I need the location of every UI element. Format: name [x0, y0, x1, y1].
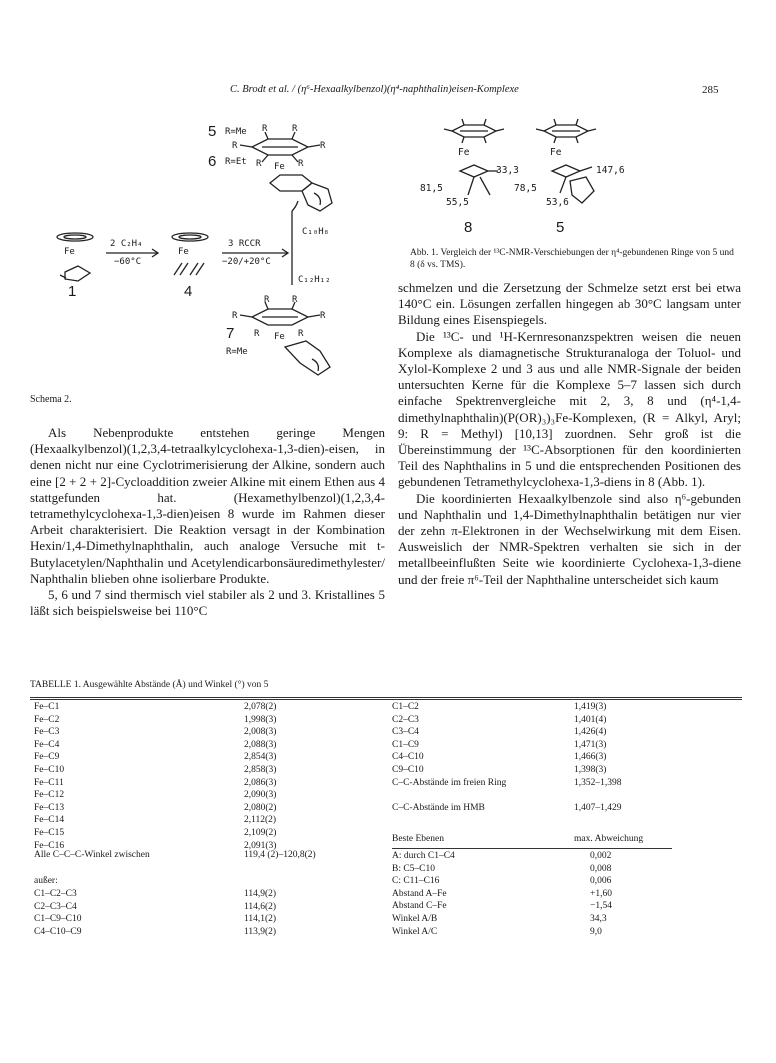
figure-1-caption: Abb. 1. Vergleich der ¹³C-NMR-Verschiebungen der η⁴-gebundenen Ringe von 5 und 8 (δ vs. TMS). [410, 248, 734, 270]
fe-label: Fe [274, 162, 285, 172]
table-cell-label: Fe–C14 [34, 815, 65, 826]
table-cell-label: C–C-Abstände im freien Ring [392, 777, 507, 788]
compound-5-label: 5 [208, 123, 217, 140]
table-cell-value: 0,008 [590, 863, 612, 874]
table-cell-value: 0,002 [590, 851, 612, 861]
table-cell-value: 2,854(3) [244, 752, 277, 763]
right-text-column [398, 280, 741, 588]
reagent-ethene: 2 C₂H₄ [110, 239, 143, 249]
table-cell-label: Fe–C13 [34, 802, 65, 813]
table-cell-value: 2,086(3) [244, 777, 277, 788]
table-cell-label: C1–C9 [392, 739, 419, 750]
table-cell-value: 2,078(2) [244, 702, 277, 712]
table-cell-label: B: C5–C10 [392, 863, 436, 874]
table-cell-label: A: durch C1–C4 [392, 851, 455, 861]
table-cell-value: 1,401(4) [574, 714, 607, 725]
table-cell-label: Fe–C3 [34, 727, 60, 738]
table-planes-rule [392, 848, 672, 849]
table-cell-label: C–C-Abstände im HMB [392, 802, 485, 813]
compound-7-label: 7 [226, 325, 235, 342]
table-cell-value: 119,4 (2)–120,8(2) [244, 850, 316, 860]
table-cell-label: C9–C10 [392, 765, 424, 775]
table-cell-value: 2,109(2) [244, 828, 277, 838]
table-top-rule [30, 699, 742, 700]
table-cell-label: C3–C4 [392, 727, 419, 738]
table-cell-value: 1,466(3) [574, 752, 607, 763]
table-cell-value: 2,008(3) [244, 727, 277, 738]
table-top-rule [30, 697, 742, 698]
table-cell-value: 1,419(3) [574, 702, 607, 712]
table-cell-value: 34,3 [590, 914, 607, 924]
r-label: R [254, 329, 260, 339]
table-cell-value: 1,471(3) [574, 739, 607, 750]
r-label: R [292, 295, 298, 305]
table-cell-label: Fe–C9 [34, 752, 60, 763]
r-label: R [298, 159, 304, 169]
table-cell-label: C1–C2 [392, 702, 419, 712]
r-label: R [320, 141, 326, 151]
r-label: R [292, 124, 298, 134]
table-cell-label: Beste Ebenen [392, 834, 444, 844]
table-cell-value: 1,426(4) [574, 727, 607, 738]
fe-label: Fe [458, 147, 470, 158]
r-label: R [262, 124, 268, 134]
table-cell-label: C: C11–C16 [392, 876, 440, 887]
r-label: R [320, 311, 326, 321]
table-cell-label: Alle C–C–C-Winkel zwischen [34, 850, 150, 860]
table-cell-label: Winkel A/B [392, 914, 438, 924]
figure-1-drawing [410, 115, 740, 245]
reagent-temp-1: −60°C [114, 257, 142, 267]
table-cell-label: Fe–C11 [34, 777, 64, 788]
table-cell-label: C4–C10–C9 [34, 926, 82, 937]
table-cell-value: 2,090(3) [244, 790, 277, 801]
r-label: R [298, 329, 304, 339]
table-cell-value: max. Abweichung [574, 834, 644, 844]
table-cell-label: C4–C10 [392, 752, 424, 763]
compound-1-label: 1 [68, 283, 77, 300]
r-me-label: R=Me [225, 127, 247, 137]
scheme-caption: Schema 2. [30, 394, 72, 405]
table-cell-label: Abstand C–Fe [392, 901, 447, 912]
reagent-alkyne: 3 RCCR [228, 239, 261, 249]
table-cell-label: außer: [34, 876, 58, 886]
table-cell-label: Fe–C10 [34, 765, 65, 775]
table-cell-label: Fe–C15 [34, 828, 65, 838]
shift-53-6: 53,6 [546, 197, 569, 208]
r-et-label: R=Et [225, 157, 247, 167]
fe-label: Fe [550, 147, 562, 158]
table-cell-value: 2,088(3) [244, 739, 277, 750]
table-cell-label: C2–C3 [392, 714, 419, 725]
table-cell-value: 114,1(2) [244, 914, 277, 925]
table-cell-value: 2,858(3) [244, 765, 277, 775]
r-label: R [232, 141, 238, 151]
table-cell-label: C1–C2–C3 [34, 889, 77, 899]
table-cell-value: 114,9(2) [244, 889, 277, 899]
table-cell-value: 2,080(2) [244, 802, 277, 813]
paragraph: 5, 6 und 7 sind thermisch viel stabiler als 2 und 3. Kristallines 5 läßt sich beispielsweise bei 110°C [30, 587, 385, 619]
table-cell-value: −1,54 [590, 901, 612, 912]
compound-8-label: 8 [464, 219, 473, 236]
r-me-label: R=Me [226, 347, 248, 357]
compound-5-label: 5 [556, 219, 565, 236]
shift-33-3: 33,3 [496, 165, 519, 176]
figure-1 [410, 115, 740, 245]
page-number: 285 [702, 84, 719, 96]
table-cell-value: 9,0 [590, 926, 602, 937]
table-cell-label: Fe–C1 [34, 702, 60, 712]
table-cell-value: 2,112(2) [244, 815, 277, 826]
table-cell-label: Fe–C2 [34, 714, 60, 725]
paragraph: Die ¹³C- und ¹H-Kernresonanzspektren weisen die neuen Komplexe als diamagnetische Strukturanaloga der Toluol- und Xylol-Komplexe 2 und 3 aus und alle NMR-Signale der beiden untersuchten Kerne für die Komplexe 5–7 lassen sich durch einfache Spektrenvergleiche mit 2, 3, 8 und (η⁴-1,4-dimethylnaphthalin)(P(OR)₃)₃Fe-Komplexen, (R = Alkyl, Aryl; 9: R = Methyl) [10,13] zuordnen. Sehr groß ist die Übereinstimmung der ¹³C-Absorptionen für den koordinierten Teil des Naphthalins in 5 und die entsprechenden Positionen des gebundenen Tetramethylcyclohexa-1,3-diens in 8 (Abb. 1). [398, 328, 741, 490]
shift-81-5: 81,5 [420, 183, 443, 194]
reaction-scheme [30, 115, 390, 405]
r-label: R [264, 295, 270, 305]
shift-147-6: 147,6 [596, 165, 625, 176]
paragraph: Als Nebenprodukte entstehen geringe Mengen (Hexaalkylbenzol)(1,2,3,4-tetraalkylcyclohexa-1,3-dien)-eisen, in denen nicht nur eine Cyclotrimerisierung der Alkine, sondern auch eine [2 + 2 + 2]-Cycloaddition zweier Alkine mit einem Ethen aus 4 stattgefunden hat. (Hexamethylbenzol)(1,2,3,4-tetramethylcyclohexa-1,3-dien)eisen 8 wurde im Rahmen dieser Arbeit charakterisiert. Die Reaktion versagt in der Kombination Hexin/1,4-Dimethylnaphthalin, auch analoge Versuche mit t-Butylacetylen/Naphthalin und Acetylendicarbonsäuredimethylester/ Naphthalin blieben ohne isolierbare Produkte. [30, 425, 385, 586]
r-label: R [232, 311, 238, 321]
compound-6-label: 6 [208, 153, 217, 170]
table-cell-value: +1,60 [590, 888, 612, 899]
shift-55-5: 55,5 [446, 197, 469, 208]
compound-4-label: 4 [184, 283, 193, 300]
paragraph: schmelzen und die Zersetzung der Schmelze setzt erst bei etwa 140°C ein. Lösungen zerfallen hingegen ab 30°C langsam unter Bildung eines Eisenspiegels. [398, 280, 741, 328]
c10h8-label: C₁₀H₈ [302, 227, 330, 237]
r-label: R [256, 159, 262, 169]
running-title: C. Brodt et al. / (η⁶-Hexaalkylbenzol)(η⁴-naphthalin)eisen-Komplexe [230, 84, 519, 95]
table-cell-value: 1,407–1,429 [574, 802, 622, 813]
table-cell-label: C2–C3–C4 [34, 901, 77, 912]
running-header [0, 84, 776, 102]
table-cell-label: Fe–C16 [34, 840, 65, 851]
table-cell-label: C1–C9–C10 [34, 914, 82, 925]
table-cell-value: 114,6(2) [244, 901, 277, 912]
fe-label: Fe [64, 247, 75, 257]
table-cell-value: 2,091(3) [244, 840, 277, 851]
table-cell-label: Fe–C12 [34, 790, 65, 801]
table-title: TABELLE 1. Ausgewählte Abstände (Å) und Winkel (°) von 5 [30, 680, 269, 690]
table-cell-label: Fe–C4 [34, 739, 60, 750]
fe-label: Fe [274, 332, 285, 342]
c12h12-label: C₁₂H₁₂ [298, 275, 331, 285]
fe-label: Fe [178, 247, 189, 257]
paragraph: Die koordinierten Hexaalkylbenzole sind also η⁶-gebunden und Naphthalin und 1,4-Dimethylnaphthalin betätigen nur vier der zehn π-Elektronen in der Wechselwirkung mit dem Eisen. Ausweislich der NMR-Spektren verhalten sie sich in der metallbeeinflußten Seite wie koordinierte Cyclohexa-1,3-diene und der freie π⁶-Teil der Naphthaline unterscheidet sich kaum [398, 490, 741, 587]
table-cell-value: 1,352–1,398 [574, 777, 622, 788]
reagent-temp-2: −20/+20°C [222, 257, 271, 267]
table-cell-label: Winkel A/C [392, 926, 438, 937]
table-cell-label: Abstand A–Fe [392, 888, 447, 899]
table-cell-value: 113,9(2) [244, 926, 277, 937]
table-cell-value: 0,006 [590, 876, 612, 887]
shift-78-5: 78,5 [514, 183, 537, 194]
table-cell-value: 1,398(3) [574, 765, 607, 775]
table-cell-value: 1,998(3) [244, 714, 277, 725]
left-text-column [30, 425, 385, 619]
